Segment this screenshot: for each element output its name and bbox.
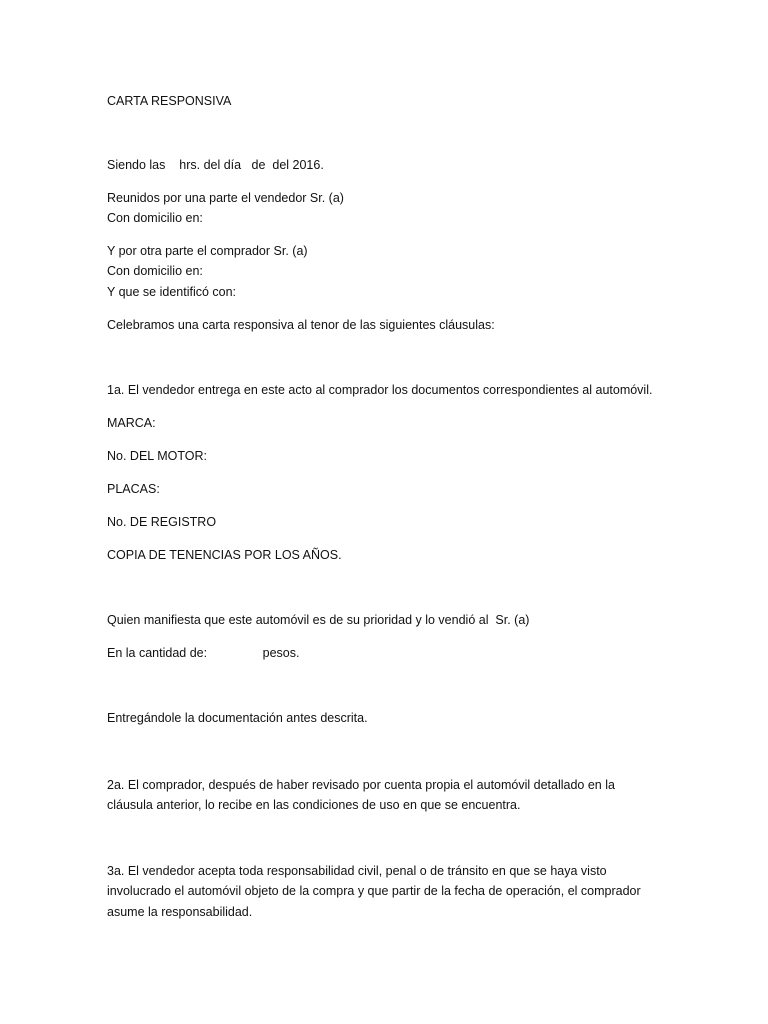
delivery-line: Entregándole la documentación antes descrita. — [107, 711, 368, 725]
seller-address-line: Con domicilio en: — [107, 211, 203, 225]
field-registro: No. DE REGISTRO — [107, 515, 217, 529]
field-placas: PLACAS: — [107, 482, 160, 496]
document-title: CARTA RESPONSIVA — [107, 94, 232, 108]
seller-line: Reunidos por una parte el vendedor Sr. (a) — [107, 191, 344, 205]
amount-line: En la cantidad de: pesos. — [107, 646, 300, 660]
clause-3-line-2: involucrado el automóvil objeto de la compra y que partir de la fecha de operación, el comprador — [107, 884, 641, 898]
clause-1-line: 1a. El vendedor entrega en este acto al comprador los documentos correspondientes al automóvil. — [107, 383, 653, 397]
clause-2-line-2: cláusula anterior, lo recibe en las condiciones de uso en que se encuentra. — [107, 798, 521, 812]
buyer-line: Y por otra parte el comprador Sr. (a) — [107, 244, 308, 258]
field-marca: MARCA: — [107, 416, 156, 430]
buyer-id-line: Y que se identificó con: — [107, 285, 237, 299]
intro-clause-line: Celebramos una carta responsiva al tenor de las siguientes cláusulas: — [107, 318, 495, 332]
clause-3-line-3: asume la responsabilidad. — [107, 905, 253, 919]
buyer-address-line: Con domicilio en: — [107, 264, 203, 278]
field-motor: No. DEL MOTOR: — [107, 449, 208, 463]
clause-3-line-1: 3a. El vendedor acepta toda responsabilidad civil, penal o de tránsito en que se haya visto — [107, 864, 607, 878]
statement-line: Quien manifiesta que este automóvil es de su prioridad y lo vendió al Sr. (a) — [107, 613, 530, 627]
field-tenencias: COPIA DE TENENCIAS POR LOS AÑOS. — [107, 548, 342, 562]
date-line: Siendo las hrs. del día de del 2016. — [107, 158, 324, 172]
clause-2-line-1: 2a. El comprador, después de haber revisado por cuenta propia el automóvil detallado en la — [107, 778, 615, 792]
